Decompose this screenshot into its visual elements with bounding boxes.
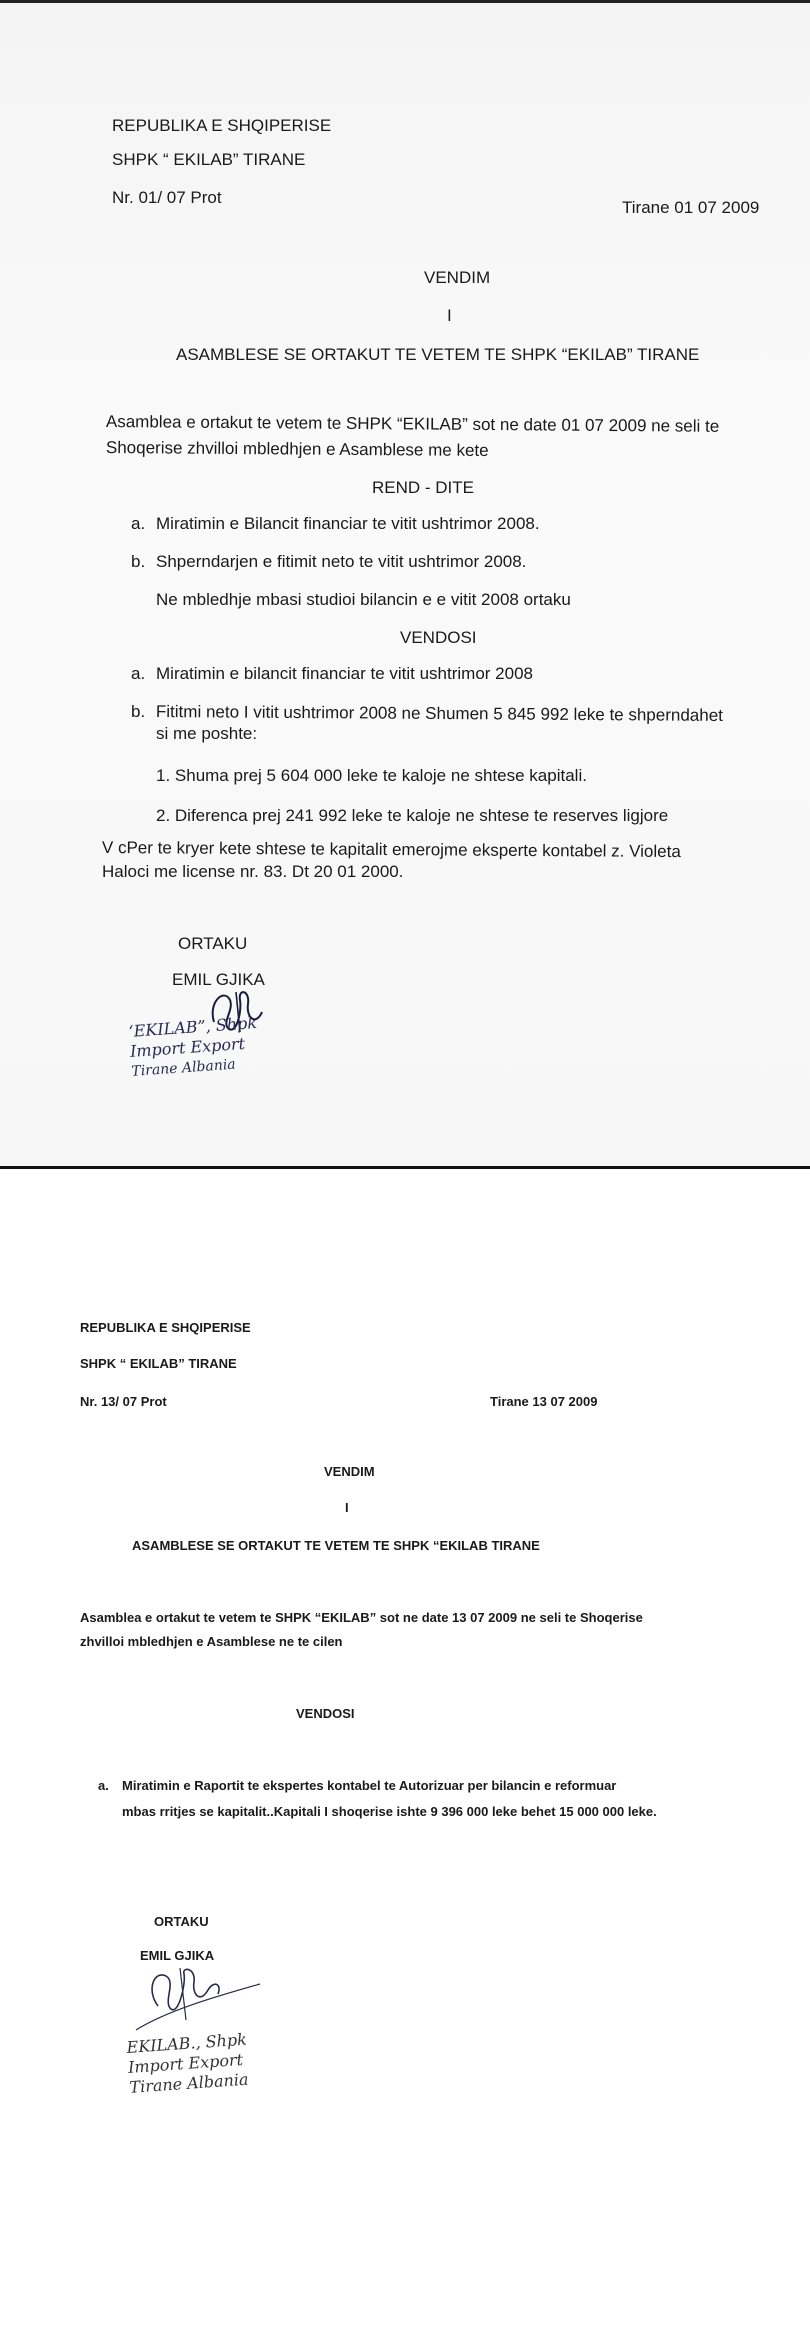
signatory-role: ORTAKU xyxy=(178,934,248,953)
place-date-2: Tirane 13 07 2009 xyxy=(490,1394,598,1409)
intro-line-2-2: zhvilloi mbledhjen e Asamblese ne te cilen xyxy=(80,1634,343,1649)
after-study-text: Ne mbledhje mbasi studioi bilancin e e vitit 2008 ortaku xyxy=(156,590,571,609)
stamp-line-2: Import Export xyxy=(129,1033,246,1061)
agenda-item-a: Miratimin e Bilancit financiar te vitit ushtrimor 2008. xyxy=(156,514,540,533)
place-date: Tirane 01 07 2009 xyxy=(622,198,760,217)
document-title-2: VENDIM xyxy=(324,1464,375,1479)
closing-line-2: Haloci me license nr. 83. Dt 20 01 2000. xyxy=(102,862,404,881)
stamp-line-1: ‘EKILAB”, Shpk xyxy=(128,1013,258,1041)
agenda-item-b: Shperndarjen e fitimit neto te vitit ushtrimor 2008. xyxy=(156,552,527,571)
company-stamp xyxy=(128,1013,260,1082)
signatory-name: EMIL GJIKA xyxy=(172,970,265,989)
signatory-name-2: EMIL GJIKA xyxy=(140,1948,215,1963)
company-stamp-2 xyxy=(126,2030,250,2098)
document-subtitle: ASAMBLESE SE ORTAKUT TE VETEM TE SHPK “EKILAB” TIRANE xyxy=(176,345,700,364)
intro-line-1-2: Asamblea e ortakut te vetem te SHPK “EKILAB” sot ne date 13 07 2009 ne seli te Shoqerise xyxy=(80,1610,643,1625)
signature-mark-2 xyxy=(128,1960,268,2040)
decision-item-a-line-2-2: mbas rritjes se kapitalit..Kapitali I shoqerise ishte 9 396 000 leke behet 15 000 000 leke. xyxy=(122,1804,657,1819)
decision-item-b-line-1: Fititmi neto I vitit ushtrimor 2008 ne Shumen 5 845 992 leke te shperndahet xyxy=(155,702,723,725)
document-title-i-2: I xyxy=(345,1500,349,1515)
decision-item-a-line-1-2: Miratimin e Raportit te ekspertes kontabel te Autorizuar per bilancin e reformuar xyxy=(122,1778,617,1793)
distribution-item-2: 2. Diferenca prej 241 992 leke te kaloje ne shtese te reserves ligjore xyxy=(156,806,669,825)
decision-item-b-line-2: si me poshte: xyxy=(156,724,258,743)
document-title-i: I xyxy=(447,306,452,325)
agenda-b-marker: b. xyxy=(131,552,146,571)
header-company-2: SHPK “ EKILAB” TIRANE xyxy=(80,1356,237,1371)
stamp-line-3: Tirane Albania xyxy=(130,1056,237,1080)
header-company: SHPK “ EKILAB” TIRANE xyxy=(112,150,306,169)
scan-top-edge xyxy=(0,0,810,3)
document-title: VENDIM xyxy=(424,268,491,287)
decision-a-marker: a. xyxy=(131,664,146,683)
agenda-heading: REND - DITE xyxy=(372,478,474,497)
decision-a-marker-2: a. xyxy=(98,1778,109,1793)
stamp-line-3-2: Tirane Albania xyxy=(128,2069,250,2097)
decision-b-marker: b. xyxy=(131,702,146,721)
decided-heading: VENDOSI xyxy=(400,628,477,647)
distribution-item-1: 1. Shuma prej 5 604 000 leke te kaloje ne shtese kapitali. xyxy=(156,766,587,785)
agenda-a-marker: a. xyxy=(131,514,146,533)
stamp-line-1-2: EKILAB., Shpk xyxy=(126,2029,248,2057)
header-country: REPUBLIKA E SHQIPERISE xyxy=(112,116,332,135)
stamp-line-2-2: Import Export xyxy=(127,2049,244,2077)
intro-line-2: Shoqerise zhvilloi mbledhjen e Asamblese me kete xyxy=(105,438,489,461)
document-page-1 xyxy=(0,0,810,1168)
header-country-2: REPUBLIKA E SHQIPERISE xyxy=(80,1320,251,1335)
document-subtitle-2: ASAMBLESE SE ORTAKUT TE VETEM TE SHPK “EKILAB TIRANE xyxy=(132,1538,540,1553)
signatory-role-2: ORTAKU xyxy=(154,1914,209,1929)
reference-number-2: Nr. 13/ 07 Prot xyxy=(80,1394,167,1409)
intro-line-1: Asamblea e ortakut te vetem te SHPK “EKILAB” sot ne date 01 07 2009 ne seli te xyxy=(105,412,720,436)
decision-item-a: Miratimin e bilancit financiar te vitit ushtrimor 2008 xyxy=(156,664,533,683)
closing-line-1: V cPer te kryer kete shtese te kapitalit emerojme eksperte kontabel z. Violeta xyxy=(101,838,681,862)
scan-bottom-edge xyxy=(0,1166,810,1169)
reference-number: Nr. 01/ 07 Prot xyxy=(112,188,222,207)
decided-heading-2: VENDOSI xyxy=(296,1706,355,1721)
